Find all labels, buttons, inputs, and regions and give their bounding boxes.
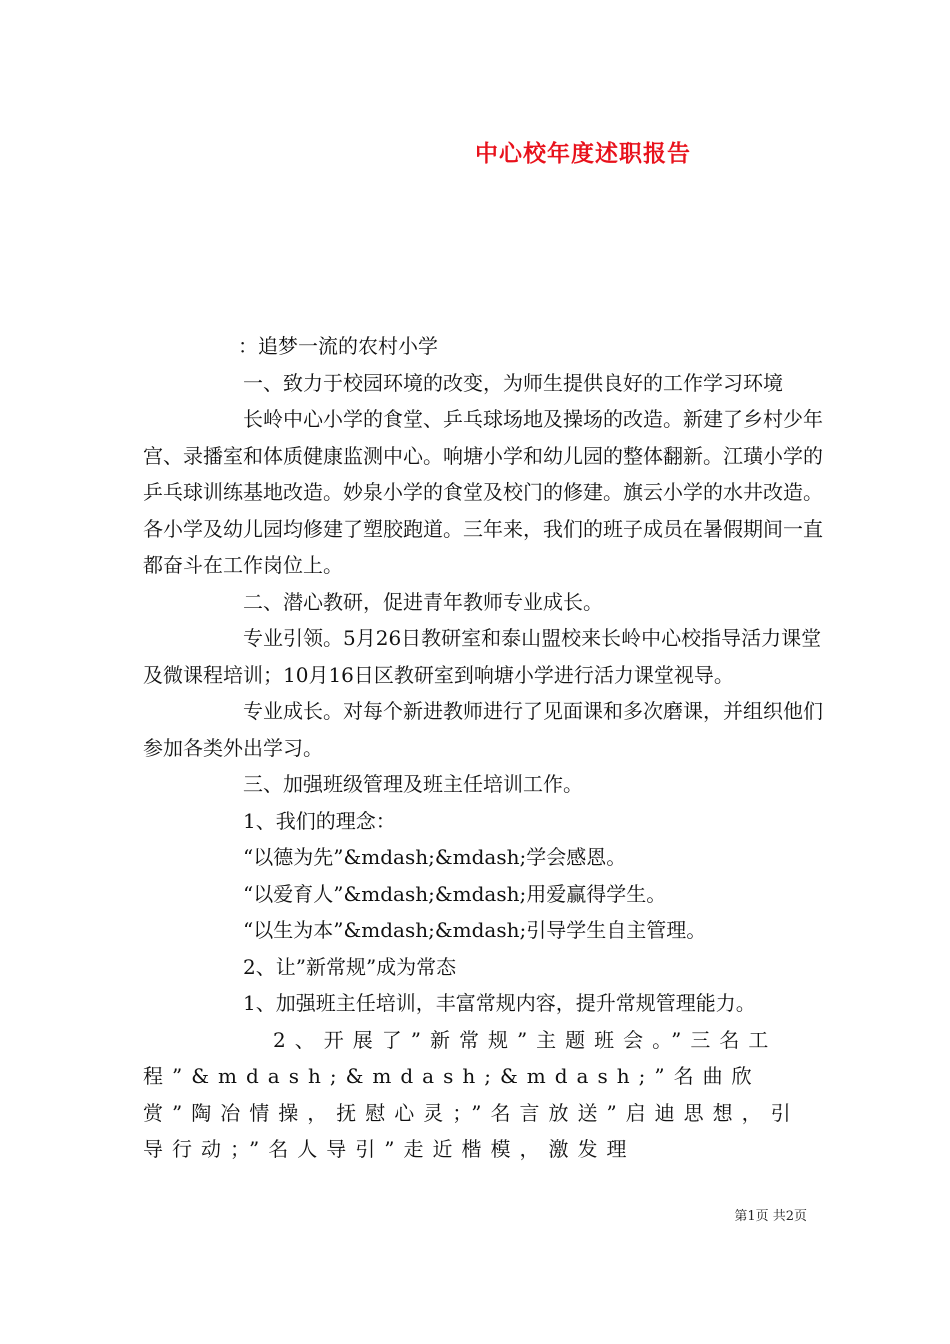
paragraph-professional-growth: 专业成长。对每个新进教师进行了见面课和多次磨课，并组织他们参加各类外出学习。 [143, 699, 823, 760]
page-footer: 第1页 共2页 [734, 1209, 807, 1224]
paragraph-virtue-first: “以德为先”&mdash;&mdash;学会感恩。 [243, 845, 627, 869]
paragraph-theme-class-meeting: 2、开展了”新常规”主题班会。”三名工程”&mdash;&mdash;&mdash;”名曲欣赏”陶冶情操，抚慰心灵；”名言放送”启迪思想，引导行动；”名人导引”走近楷模，激发理 [143, 1027, 800, 1161]
document-title: 中心校年度述职报告 [475, 140, 691, 167]
paragraph-section-two-heading: 二、潜心教研，促进青年教师专业成长。 [243, 589, 603, 614]
paragraph-new-routine: 2、让”新常规”成为常态 [243, 954, 457, 979]
paragraph-love-education: “以爱育人”&mdash;&mdash;用爱赢得学生。 [243, 881, 667, 906]
paragraph-our-philosophy: 1、我们的理念： [243, 808, 396, 833]
paragraph-student-centered: “以生为本”&mdash;&mdash;引导学生自主管理。 [243, 918, 707, 942]
paragraph-teacher-training: 1、加强班主任培训，丰富常规内容，提升常规管理能力。 [243, 991, 756, 1015]
paragraph-section-three-heading: 三、加强班级管理及班主任培训工作。 [243, 772, 583, 796]
paragraph-section-one-heading: 一、致力于校园环境的改变，为师生提供良好的工作学习环境 [243, 370, 783, 395]
paragraph-professional-guidance: 专业引领。5月26日教研室和泰山盟校来长岭中心校指导活力课堂及微课程培训；10月16日区教研室到响塘小学进行活力课堂视导。 [143, 626, 822, 687]
paragraph-environment: 长岭中心小学的食堂、乒乓球场地及操场的改造。新建了乡村少年宫、录播室和体质健康监测中心。响塘小学和幼儿园的整体翻新。江璜小学的乒乓球训练基地改造。妙泉小学的食堂及校门的修建。旗云小学的水井改造。各小学及幼儿园均修建了塑胶跑道。三年来，我们的班子成员在暑假期间一直都奋斗在工作岗位上。 [143, 407, 823, 577]
paragraph-subtitle: ：追梦一流的农村小学 [238, 334, 438, 358]
document-body [143, 328, 823, 1168]
